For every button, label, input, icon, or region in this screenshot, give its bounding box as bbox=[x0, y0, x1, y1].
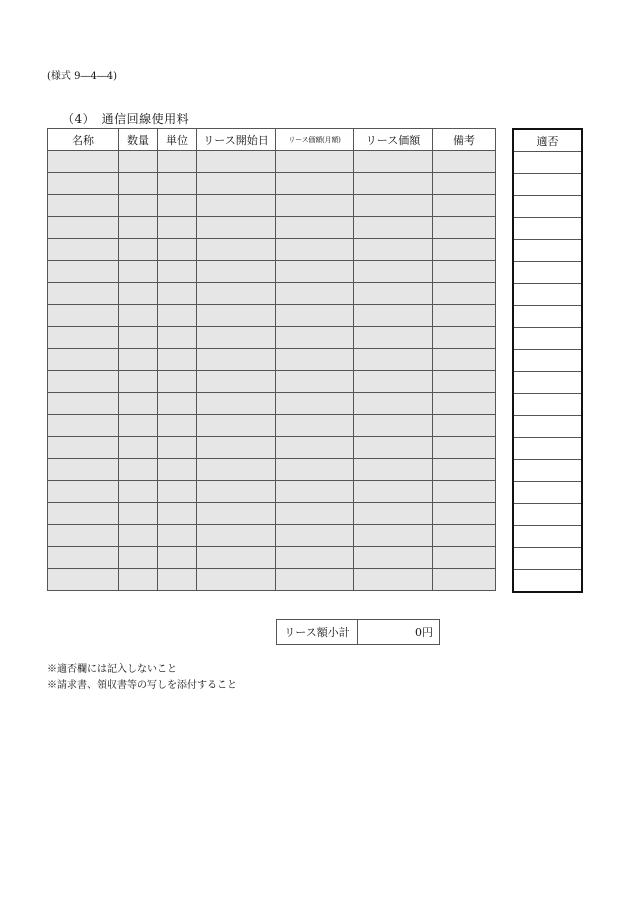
table-cell[interactable] bbox=[354, 393, 433, 415]
table-cell[interactable] bbox=[158, 349, 197, 371]
table-row bbox=[48, 547, 496, 569]
table-cell[interactable] bbox=[433, 195, 496, 217]
table-cell[interactable] bbox=[119, 217, 158, 239]
table-cell[interactable] bbox=[158, 503, 197, 525]
note-1: ※適否欄には記入しないこと bbox=[47, 664, 177, 675]
table-cell[interactable] bbox=[197, 525, 276, 547]
check-row bbox=[513, 416, 582, 438]
table-cell[interactable] bbox=[158, 371, 197, 393]
table-cell[interactable] bbox=[354, 283, 433, 305]
check-cell[interactable] bbox=[513, 350, 582, 372]
table-cell[interactable] bbox=[197, 151, 276, 173]
check-cell[interactable] bbox=[513, 152, 582, 174]
table-cell[interactable] bbox=[119, 437, 158, 459]
table-cell[interactable] bbox=[276, 503, 354, 525]
table-row bbox=[48, 371, 496, 393]
check-header-row bbox=[513, 129, 582, 152]
table-cell[interactable] bbox=[433, 437, 496, 459]
table-cell[interactable] bbox=[433, 371, 496, 393]
table-cell[interactable] bbox=[354, 261, 433, 283]
table-cell[interactable] bbox=[48, 261, 119, 283]
table-cell[interactable] bbox=[354, 195, 433, 217]
table-cell[interactable] bbox=[197, 393, 276, 415]
table-cell[interactable] bbox=[158, 217, 197, 239]
table-row bbox=[48, 569, 496, 591]
check-row bbox=[513, 548, 582, 570]
table-cell[interactable] bbox=[354, 239, 433, 261]
table-cell[interactable] bbox=[354, 217, 433, 239]
header-check: 適否 bbox=[513, 129, 582, 152]
table-cell[interactable] bbox=[119, 393, 158, 415]
table-cell[interactable] bbox=[158, 393, 197, 415]
table-cell[interactable] bbox=[48, 481, 119, 503]
table-cell[interactable] bbox=[197, 305, 276, 327]
table-row bbox=[48, 195, 496, 217]
table-cell[interactable] bbox=[433, 393, 496, 415]
header-unit: 単位 bbox=[158, 129, 197, 151]
table-cell[interactable] bbox=[433, 173, 496, 195]
table-cell[interactable] bbox=[119, 283, 158, 305]
table-cell[interactable] bbox=[48, 525, 119, 547]
form-id: (様式 9―4―4) bbox=[47, 71, 118, 82]
table-cell[interactable] bbox=[119, 349, 158, 371]
table-cell[interactable] bbox=[158, 415, 197, 437]
check-row bbox=[513, 482, 582, 504]
note-2: ※請求書、領収書等の写しを添付すること bbox=[47, 680, 237, 691]
table-cell[interactable] bbox=[276, 437, 354, 459]
table-cell[interactable] bbox=[276, 547, 354, 569]
table-cell[interactable] bbox=[158, 261, 197, 283]
table-cell[interactable] bbox=[197, 195, 276, 217]
table-cell[interactable] bbox=[433, 459, 496, 481]
check-cell[interactable] bbox=[513, 460, 582, 482]
table-cell[interactable] bbox=[119, 503, 158, 525]
table-cell[interactable] bbox=[48, 349, 119, 371]
table-cell[interactable] bbox=[197, 547, 276, 569]
table-cell[interactable] bbox=[119, 151, 158, 173]
check-row bbox=[513, 328, 582, 350]
section-title: （4） 通信回線使用料 bbox=[62, 112, 190, 126]
check-row bbox=[513, 570, 582, 593]
table-cell[interactable] bbox=[197, 503, 276, 525]
table-cell[interactable] bbox=[433, 327, 496, 349]
table-cell[interactable] bbox=[197, 569, 276, 591]
table-cell[interactable] bbox=[197, 349, 276, 371]
table-row bbox=[48, 283, 496, 305]
header-lease-amount: リース価額 bbox=[354, 129, 433, 151]
table-cell[interactable] bbox=[197, 283, 276, 305]
table-cell[interactable] bbox=[48, 503, 119, 525]
table-cell[interactable] bbox=[197, 261, 276, 283]
check-cell[interactable] bbox=[513, 416, 582, 438]
header-quantity: 数量 bbox=[119, 129, 158, 151]
table-cell[interactable] bbox=[276, 239, 354, 261]
table-cell[interactable] bbox=[119, 173, 158, 195]
check-row bbox=[513, 460, 582, 482]
table-cell[interactable] bbox=[276, 459, 354, 481]
check-row bbox=[513, 372, 582, 394]
table-cell[interactable] bbox=[354, 525, 433, 547]
table-header-row bbox=[48, 129, 496, 151]
table-cell[interactable] bbox=[276, 349, 354, 371]
table-cell[interactable] bbox=[158, 481, 197, 503]
table-cell[interactable] bbox=[158, 151, 197, 173]
table-cell[interactable] bbox=[119, 569, 158, 591]
table-row bbox=[48, 151, 496, 173]
subtotal-label: リース額小計 bbox=[277, 620, 358, 645]
check-row bbox=[513, 438, 582, 460]
check-row bbox=[513, 394, 582, 416]
table-cell[interactable] bbox=[276, 327, 354, 349]
table-cell[interactable] bbox=[197, 371, 276, 393]
table-cell[interactable] bbox=[276, 393, 354, 415]
table-cell[interactable] bbox=[119, 547, 158, 569]
table-cell[interactable] bbox=[354, 415, 433, 437]
table-cell[interactable] bbox=[276, 481, 354, 503]
table-cell[interactable] bbox=[276, 305, 354, 327]
table-cell[interactable] bbox=[48, 415, 119, 437]
table-cell[interactable] bbox=[48, 547, 119, 569]
table-cell[interactable] bbox=[354, 459, 433, 481]
table-row bbox=[48, 327, 496, 349]
table-row bbox=[48, 349, 496, 371]
table-cell[interactable] bbox=[48, 327, 119, 349]
table-cell[interactable] bbox=[197, 217, 276, 239]
table-cell[interactable] bbox=[158, 437, 197, 459]
check-cell[interactable] bbox=[513, 438, 582, 460]
table-cell[interactable] bbox=[119, 415, 158, 437]
table-cell[interactable] bbox=[158, 547, 197, 569]
header-lease-start-date: リース開始日 bbox=[197, 129, 276, 151]
check-row bbox=[513, 152, 582, 174]
table-cell[interactable] bbox=[433, 305, 496, 327]
check-row bbox=[513, 218, 582, 240]
table-cell[interactable] bbox=[276, 261, 354, 283]
table-cell[interactable] bbox=[197, 327, 276, 349]
table-cell[interactable] bbox=[276, 525, 354, 547]
check-cell[interactable] bbox=[513, 570, 582, 593]
check-cell[interactable] bbox=[513, 196, 582, 218]
check-row bbox=[513, 240, 582, 262]
check-cell[interactable] bbox=[513, 482, 582, 504]
check-row bbox=[513, 504, 582, 526]
table-cell[interactable] bbox=[354, 503, 433, 525]
table-cell[interactable] bbox=[276, 371, 354, 393]
table-cell[interactable] bbox=[119, 525, 158, 547]
header-lease-monthly: リース価額(月額) bbox=[276, 129, 354, 151]
check-cell[interactable] bbox=[513, 218, 582, 240]
table-cell[interactable] bbox=[48, 569, 119, 591]
table-row bbox=[48, 239, 496, 261]
table-cell[interactable] bbox=[197, 459, 276, 481]
subtotal-table bbox=[276, 619, 440, 645]
table-cell[interactable] bbox=[158, 283, 197, 305]
table-row bbox=[48, 173, 496, 195]
table-cell[interactable] bbox=[119, 261, 158, 283]
table-cell[interactable] bbox=[119, 239, 158, 261]
table-cell[interactable] bbox=[158, 305, 197, 327]
check-cell[interactable] bbox=[513, 504, 582, 526]
table-cell[interactable] bbox=[119, 481, 158, 503]
table-cell[interactable] bbox=[48, 371, 119, 393]
table-cell[interactable] bbox=[433, 283, 496, 305]
table-cell[interactable] bbox=[48, 283, 119, 305]
table-cell[interactable] bbox=[433, 525, 496, 547]
table-row bbox=[48, 459, 496, 481]
check-row bbox=[513, 306, 582, 328]
table-row bbox=[48, 525, 496, 547]
table-row bbox=[48, 217, 496, 239]
table-cell[interactable] bbox=[48, 151, 119, 173]
lease-table bbox=[47, 128, 496, 591]
table-cell[interactable] bbox=[433, 569, 496, 591]
table-cell[interactable] bbox=[433, 415, 496, 437]
table-row bbox=[48, 415, 496, 437]
table-cell[interactable] bbox=[354, 569, 433, 591]
check-row bbox=[513, 350, 582, 372]
table-cell[interactable] bbox=[433, 261, 496, 283]
subtotal-value: 0円 bbox=[358, 620, 440, 645]
table-cell[interactable] bbox=[158, 239, 197, 261]
table-row bbox=[48, 261, 496, 283]
table-cell[interactable] bbox=[158, 195, 197, 217]
check-cell[interactable] bbox=[513, 372, 582, 394]
table-cell[interactable] bbox=[119, 305, 158, 327]
table-cell[interactable] bbox=[276, 173, 354, 195]
check-cell[interactable] bbox=[513, 306, 582, 328]
table-cell[interactable] bbox=[354, 481, 433, 503]
table-cell[interactable] bbox=[433, 547, 496, 569]
table-cell[interactable] bbox=[48, 173, 119, 195]
check-row bbox=[513, 284, 582, 306]
table-cell[interactable] bbox=[276, 217, 354, 239]
table-cell[interactable] bbox=[433, 151, 496, 173]
table-cell[interactable] bbox=[48, 437, 119, 459]
table-cell[interactable] bbox=[354, 173, 433, 195]
table-cell[interactable] bbox=[119, 371, 158, 393]
table-cell[interactable] bbox=[276, 415, 354, 437]
table-cell[interactable] bbox=[119, 195, 158, 217]
table-row bbox=[48, 393, 496, 415]
check-cell[interactable] bbox=[513, 394, 582, 416]
table-cell[interactable] bbox=[433, 239, 496, 261]
table-cell[interactable] bbox=[354, 349, 433, 371]
table-cell[interactable] bbox=[433, 217, 496, 239]
table-cell[interactable] bbox=[158, 327, 197, 349]
table-cell[interactable] bbox=[197, 173, 276, 195]
check-row bbox=[513, 174, 582, 196]
table-cell[interactable] bbox=[354, 547, 433, 569]
table-cell[interactable] bbox=[276, 151, 354, 173]
table-row bbox=[48, 305, 496, 327]
check-cell[interactable] bbox=[513, 174, 582, 196]
table-cell[interactable] bbox=[48, 239, 119, 261]
table-cell[interactable] bbox=[354, 305, 433, 327]
table-cell[interactable] bbox=[158, 569, 197, 591]
table-cell[interactable] bbox=[48, 195, 119, 217]
check-table bbox=[512, 128, 583, 593]
table-cell[interactable] bbox=[48, 459, 119, 481]
table-cell[interactable] bbox=[354, 151, 433, 173]
table-cell[interactable] bbox=[433, 481, 496, 503]
check-cell[interactable] bbox=[513, 240, 582, 262]
table-cell[interactable] bbox=[354, 371, 433, 393]
table-cell[interactable] bbox=[158, 525, 197, 547]
table-cell[interactable] bbox=[48, 305, 119, 327]
table-cell[interactable] bbox=[48, 217, 119, 239]
check-row bbox=[513, 526, 582, 548]
header-name: 名称 bbox=[48, 129, 119, 151]
table-cell[interactable] bbox=[48, 393, 119, 415]
table-cell[interactable] bbox=[119, 459, 158, 481]
check-row bbox=[513, 196, 582, 218]
check-cell[interactable] bbox=[513, 548, 582, 570]
table-cell[interactable] bbox=[433, 503, 496, 525]
table-row bbox=[48, 437, 496, 459]
table-cell[interactable] bbox=[197, 415, 276, 437]
table-cell[interactable] bbox=[354, 327, 433, 349]
check-row bbox=[513, 262, 582, 284]
table-cell[interactable] bbox=[197, 437, 276, 459]
check-cell[interactable] bbox=[513, 328, 582, 350]
check-cell[interactable] bbox=[513, 262, 582, 284]
table-cell[interactable] bbox=[433, 349, 496, 371]
table-cell[interactable] bbox=[158, 173, 197, 195]
table-cell[interactable] bbox=[276, 195, 354, 217]
check-cell[interactable] bbox=[513, 284, 582, 306]
table-cell[interactable] bbox=[197, 239, 276, 261]
header-remarks: 備考 bbox=[433, 129, 496, 151]
table-cell[interactable] bbox=[119, 327, 158, 349]
table-row bbox=[48, 481, 496, 503]
table-cell[interactable] bbox=[158, 459, 197, 481]
table-cell[interactable] bbox=[276, 569, 354, 591]
table-cell[interactable] bbox=[354, 437, 433, 459]
table-row bbox=[48, 503, 496, 525]
table-cell[interactable] bbox=[197, 481, 276, 503]
check-cell[interactable] bbox=[513, 526, 582, 548]
table-cell[interactable] bbox=[276, 283, 354, 305]
notes bbox=[47, 662, 237, 694]
